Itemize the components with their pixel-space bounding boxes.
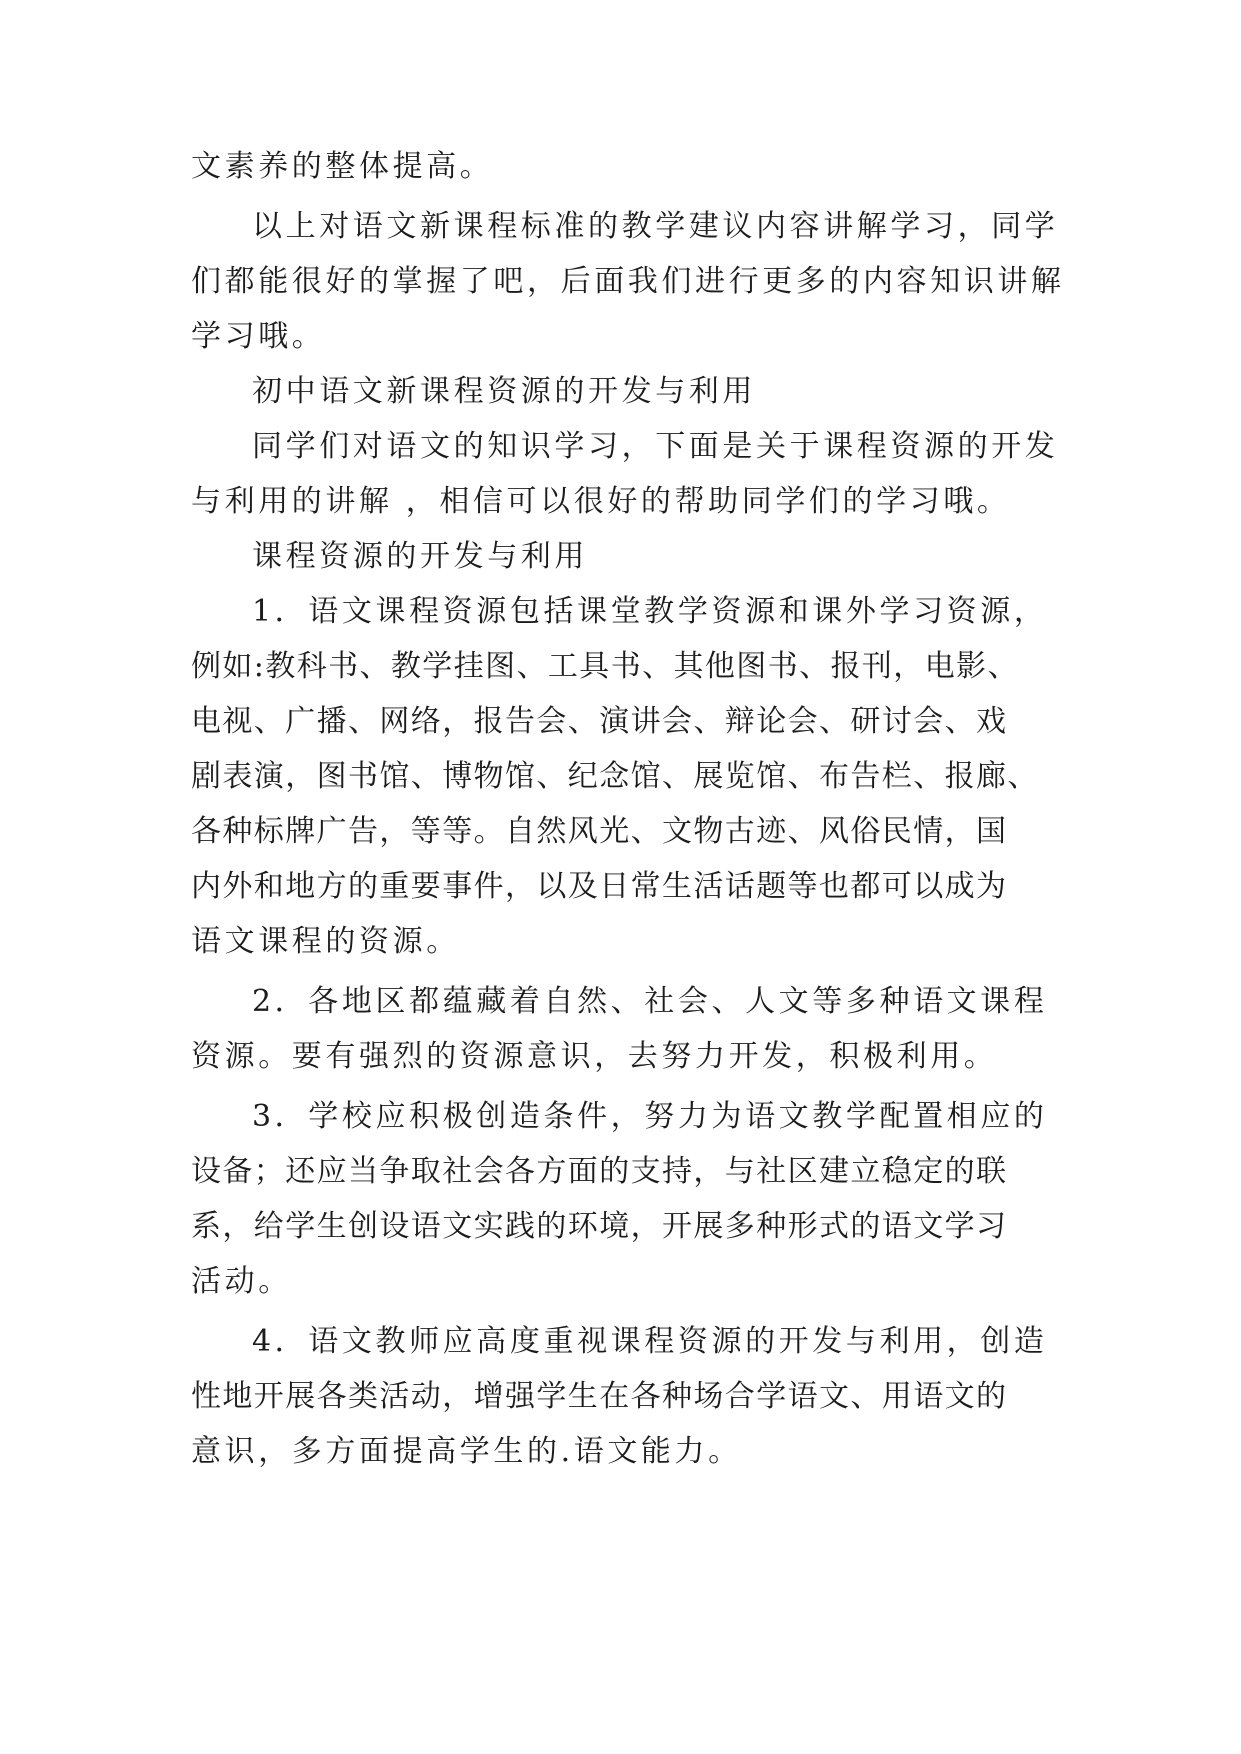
paragraph-start: 以上对语文新课程标准的教学建议内容讲解学习，同学 [252, 209, 1059, 244]
subsection-heading: 课程资源的开发与利用 [252, 539, 588, 574]
text-line: 内外和地方的重要事件，以及日常生活话题等也都可以成为 [191, 869, 1008, 904]
list-item-4: 4．语文教师应高度重视课程资源的开发与利用，创造 [252, 1324, 1048, 1359]
text-line: 与利用的讲解 ，相信可以很好的帮助同学们的学习哦。 [191, 484, 1011, 519]
text-line: 电视、广播、网络，报告会、演讲会、辩论会、研讨会、戏 [191, 704, 1008, 739]
section-heading: 初中语文新课程资源的开发与利用 [252, 374, 756, 409]
text-line: 意识，多方面提高学生的.语文能力。 [191, 1434, 742, 1469]
list-item-2: 2．各地区都蕴藏着自然、社会、人文等多种语文课程 [252, 984, 1048, 1019]
text-line: 各种标牌广告，等等。自然风光、文物古迹、风俗民情，国 [191, 814, 1008, 849]
text-line: 语文课程的资源。 [191, 924, 460, 959]
text-line: 文素养的整体提高。 [191, 149, 494, 184]
text-line: 剧表演，图书馆、博物馆、纪念馆、展览馆、布告栏、报廊、 [191, 759, 1039, 794]
text-line: 资源。要有强烈的资源意识，去努力开发，积极利用。 [191, 1039, 998, 1074]
text-line: 们都能很好的掌握了吧，后面我们进行更多的内容知识讲解 [191, 264, 1065, 299]
text-line: 性地开展各类活动，增强学生在各种场合学语文、用语文的 [191, 1379, 1008, 1414]
text-line: 活动。 [191, 1264, 292, 1299]
list-item-1: 1．语文课程资源包括课堂教学资源和课外学习资源， [252, 594, 1048, 629]
list-item-3: 3．学校应积极创造条件，努力为语文教学配置相应的 [252, 1099, 1048, 1134]
text-line: 学习哦。 [191, 319, 326, 354]
text-line: 例如:教科书、教学挂图、工具书、其他图书、报刊，电影、 [191, 649, 1019, 684]
text-line: 系，给学生创设语文实践的环境，开展多种形式的语文学习 [191, 1209, 1008, 1244]
paragraph-start: 同学们对语文的知识学习，下面是关于课程资源的开发 [252, 429, 1059, 464]
text-line: 设备；还应当争取社会各方面的支持，与社区建立稳定的联 [191, 1154, 1008, 1189]
